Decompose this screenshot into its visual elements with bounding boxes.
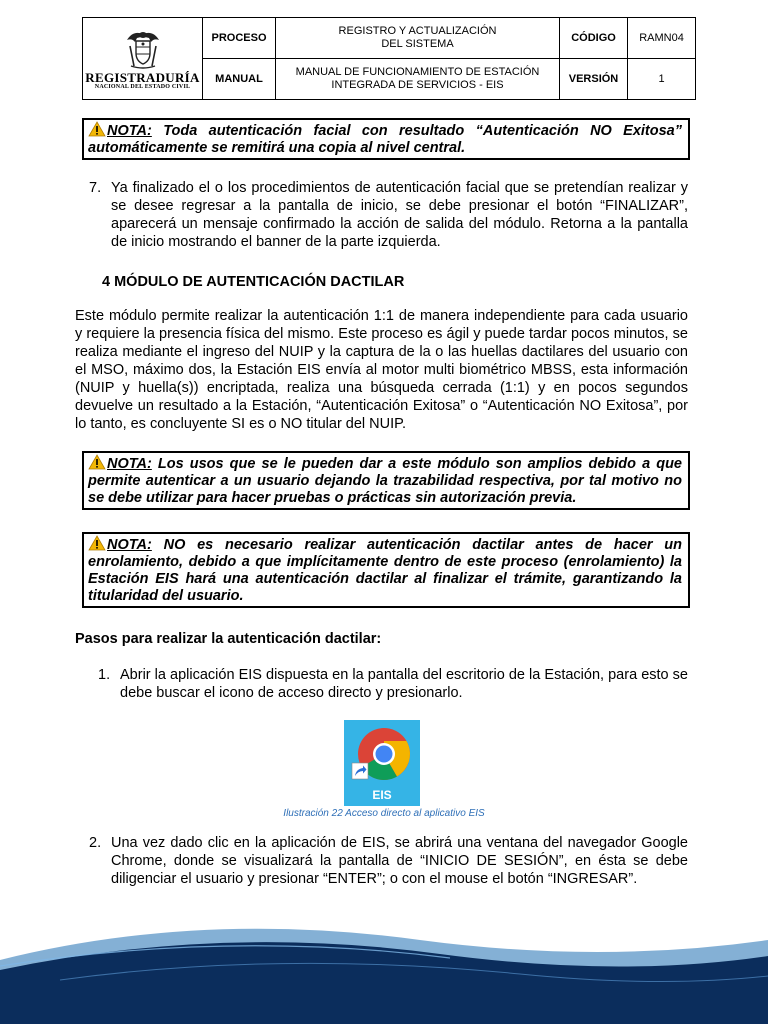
list-number: 7. <box>89 180 102 196</box>
manual-value-line1: MANUAL DE FUNCIONAMIENTO DE ESTACIÓN <box>295 66 540 78</box>
process-value-line2: DEL SISTEMA <box>381 38 454 50</box>
list-item-text: Ya finalizado el o los procedimientos de autenticación facial que se pretendían realizar y se desee regresar a la pantalla de inicio, se debe presionar el botón “FINALIZAR”, aparecerá un mensaje confirmado la acción de salida del módulo. Retorna a la pantalla de inicio mostrando el banner de la parte izquierda. <box>111 180 688 250</box>
list-item-text: Abrir la aplicación EIS dispuesta en la pantalla del escritorio de la Estación, para esto se debe buscar el icono de acceso directo y presionarlo. <box>120 667 688 701</box>
eis-shortcut-icon[interactable] <box>344 720 420 806</box>
note-label: NOTA: <box>107 123 152 139</box>
list-number: 1. <box>98 667 111 683</box>
warning-icon <box>88 454 106 470</box>
list-item-text: Una vez dado clic en la aplicación de EIS, se abrirá una ventana del navegador Google Chrome, donde se visualizará la pantalla de “INICIO DE SESIÓN”, en ésta se debe diligenciar el usuario y presionar “ENTER”; o con el mouse el botón “INGRESAR”. <box>111 835 688 887</box>
version-label: VERSIÓN <box>560 59 628 100</box>
footer-wave-decoration <box>0 900 768 1024</box>
code-label: CÓDIGO <box>560 18 628 59</box>
logo-name: REGISTRADURÍA <box>85 70 200 85</box>
warning-icon <box>88 121 106 137</box>
eis-icon-label: EIS <box>372 788 392 802</box>
process-label: PROCESO <box>203 18 276 59</box>
manual-value <box>276 59 560 100</box>
note-text: Toda autenticación facial con resultado “Autenticación NO Exitosa” automáticamente se remitirá una copia al nivel central. <box>88 123 682 156</box>
list-number: 2. <box>89 835 102 851</box>
logo-subtitle: NACIONAL DEL ESTADO CIVIL <box>94 84 191 90</box>
section-heading: 4 MÓDULO DE AUTENTICACIÓN DACTILAR <box>102 274 405 290</box>
steps-heading: Pasos para realizar la autenticación dactilar: <box>75 631 382 647</box>
coat-of-arms-icon <box>121 26 165 70</box>
note-box-3 <box>82 532 690 608</box>
manual-label: MANUAL <box>203 59 276 100</box>
note-label: NOTA: <box>107 456 152 472</box>
note-text: NO es necesario realizar autenticación dactilar antes de hacer un enrolamiento, debido a que implícitamente dentro de este proceso (enrolamiento) la Estación EIS hará una autenticación dactilar al finalizar el trámite, garantizando la titularidad del usuario. <box>88 537 682 604</box>
note-text: Los usos que se le pueden dar a este módulo son amplios debido a que permite autenticar a un usuario dejando la trazabilidad respectiva, por tal motivo no se debe utilizar para hacer pruebas o prácticas sin autorización previa. <box>88 456 682 506</box>
figure-caption: Ilustración 22 Acceso directo al aplicativo EIS <box>283 808 485 819</box>
note-label: NOTA: <box>107 537 152 553</box>
note-box-1 <box>82 118 690 160</box>
process-value-line1: REGISTRO Y ACTUALIZACIÓN <box>338 25 497 37</box>
logo-cell <box>83 18 203 100</box>
code-value: RAMN04 <box>628 18 696 59</box>
note-box-2 <box>82 451 690 510</box>
version-value: 1 <box>628 59 696 100</box>
manual-value-line2: INTEGRADA DE SERVICIOS - EIS <box>331 79 504 91</box>
intro-paragraph: Este módulo permite realizar la autenticación 1:1 de manera independiente para cada usuario y requiere la presencia física del mismo. Este proceso es ágil y puede tardar pocos minutos, se realiza mediante el ingreso del NUIP y la captura de la o las huellas dactilares del usuario con el MSO, máximo dos, la Estación EIS envía al motor multi biométrico MBSS, esta información (NUIP y huella(s)) encriptada, realiza una búsqueda cerrada (1:1) y en pocos segundos devuelve un resultado a la Estación, “Autenticación Exitosa” o “Autenticación NO Exitosa”, por lo tanto, es concluyente SI es o NO titular del NUIP. <box>75 308 688 432</box>
warning-icon <box>88 535 106 551</box>
process-value <box>276 18 560 59</box>
document-header <box>82 17 696 100</box>
